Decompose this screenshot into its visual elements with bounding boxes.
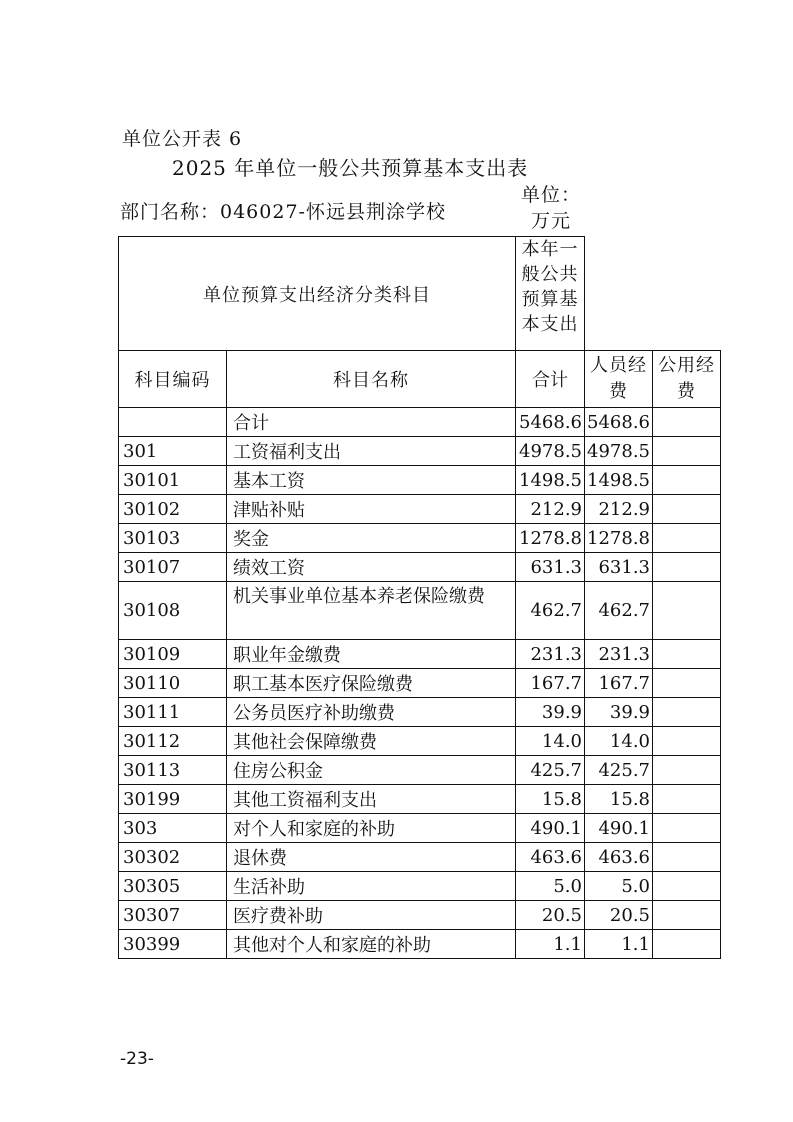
cell-code: 30109 (119, 640, 227, 669)
cell-personnel: 20.5 (585, 901, 653, 930)
cell-public (653, 582, 721, 640)
cell-total: 15.8 (516, 785, 585, 814)
cell-personnel: 5468.6 (585, 408, 653, 437)
table-row (119, 727, 721, 756)
table-row (119, 930, 721, 959)
table-row (119, 669, 721, 698)
cell-name: 机关事业单位基本养老保险缴费 (227, 582, 516, 640)
cell-total: 39.9 (516, 698, 585, 727)
cell-code: 30111 (119, 698, 227, 727)
cell-code: 303 (119, 814, 227, 843)
cell-name: 职工基本医疗保险缴费 (227, 669, 516, 698)
cell-personnel: 4978.5 (585, 437, 653, 466)
header-blank-cell (653, 237, 721, 351)
cell-name: 医疗费补助 (227, 901, 516, 930)
cell-name: 住房公积金 (227, 756, 516, 785)
cell-total: 5.0 (516, 872, 585, 901)
cell-total: 463.6 (516, 843, 585, 872)
header-public: 公用经费 (653, 351, 721, 408)
cell-total: 4978.5 (516, 437, 585, 466)
cell-total: 631.3 (516, 553, 585, 582)
cell-name: 生活补助 (227, 872, 516, 901)
cell-personnel: 5.0 (585, 872, 653, 901)
table-row (119, 408, 721, 437)
cell-code: 30103 (119, 524, 227, 553)
cell-personnel: 14.0 (585, 727, 653, 756)
cell-code: 30199 (119, 785, 227, 814)
cell-code: 30102 (119, 495, 227, 524)
cell-total: 1.1 (516, 930, 585, 959)
header-name: 科目名称 (227, 351, 516, 408)
cell-name: 对个人和家庭的补助 (227, 814, 516, 843)
cell-name: 公务员医疗补助缴费 (227, 698, 516, 727)
table-row (119, 437, 721, 466)
cell-total: 212.9 (516, 495, 585, 524)
table-row (119, 698, 721, 727)
table-row (119, 640, 721, 669)
unit-label: 单位：万元 (520, 184, 581, 232)
page-title: 2025 年单位一般公共预算基本支出表 (172, 156, 529, 180)
cell-personnel: 1278.8 (585, 524, 653, 553)
cell-code: 30302 (119, 843, 227, 872)
cell-total: 1498.5 (516, 466, 585, 495)
header-personnel: 人员经费 (585, 351, 653, 408)
cell-public (653, 814, 721, 843)
cell-public (653, 437, 721, 466)
cell-total: 167.7 (516, 669, 585, 698)
cell-personnel: 462.7 (585, 582, 653, 640)
cell-personnel: 15.8 (585, 785, 653, 814)
cell-name: 其他工资福利支出 (227, 785, 516, 814)
cell-name: 基本工资 (227, 466, 516, 495)
cell-code: 30112 (119, 727, 227, 756)
cell-total: 462.7 (516, 582, 585, 640)
table-row (119, 553, 721, 582)
cell-total: 1278.8 (516, 524, 585, 553)
cell-code: 30108 (119, 582, 227, 640)
cell-total: 20.5 (516, 901, 585, 930)
cell-name: 奖金 (227, 524, 516, 553)
cell-personnel: 1498.5 (585, 466, 653, 495)
header-budget-group: 本年一般公共预算基本支出 (516, 237, 585, 351)
cell-personnel: 1.1 (585, 930, 653, 959)
cell-public (653, 669, 721, 698)
cell-public (653, 553, 721, 582)
cell-code: 30399 (119, 930, 227, 959)
cell-code: 301 (119, 437, 227, 466)
cell-public (653, 901, 721, 930)
cell-name: 职业年金缴费 (227, 640, 516, 669)
cell-name: 其他社会保障缴费 (227, 727, 516, 756)
cell-total: 490.1 (516, 814, 585, 843)
cell-personnel: 490.1 (585, 814, 653, 843)
cell-public (653, 640, 721, 669)
cell-public (653, 524, 721, 553)
cell-personnel: 167.7 (585, 669, 653, 698)
cell-code: 30107 (119, 553, 227, 582)
cell-total: 5468.6 (516, 408, 585, 437)
table-row (119, 466, 721, 495)
table-number-label: 单位公开表 6 (122, 128, 243, 150)
table-row (119, 785, 721, 814)
header-blank-cell (585, 237, 653, 351)
table-row (119, 524, 721, 553)
cell-personnel: 425.7 (585, 756, 653, 785)
table-body (119, 408, 721, 959)
cell-code: 30101 (119, 466, 227, 495)
cell-personnel: 212.9 (585, 495, 653, 524)
table-row (119, 843, 721, 872)
cell-public (653, 495, 721, 524)
cell-code: 30113 (119, 756, 227, 785)
cell-personnel: 39.9 (585, 698, 653, 727)
header-code: 科目编码 (119, 351, 227, 408)
table-row (119, 756, 721, 785)
cell-code: 30305 (119, 872, 227, 901)
cell-public (653, 727, 721, 756)
table-row (119, 814, 721, 843)
cell-name: 其他对个人和家庭的补助 (227, 930, 516, 959)
table-row (119, 582, 721, 640)
header-category: 单位预算支出经济分类科目 (119, 237, 516, 351)
header-total: 合计 (516, 351, 585, 408)
table-row (119, 495, 721, 524)
cell-code: 30110 (119, 669, 227, 698)
cell-public (653, 408, 721, 437)
cell-public (653, 843, 721, 872)
cell-name: 退休费 (227, 843, 516, 872)
cell-personnel: 631.3 (585, 553, 653, 582)
cell-personnel: 463.6 (585, 843, 653, 872)
table-row (119, 901, 721, 930)
page-number: -23- (120, 1049, 154, 1069)
cell-total: 425.7 (516, 756, 585, 785)
cell-name: 工资福利支出 (227, 437, 516, 466)
cell-public (653, 698, 721, 727)
cell-name: 绩效工资 (227, 553, 516, 582)
cell-code (119, 408, 227, 437)
cell-public (653, 785, 721, 814)
cell-personnel: 231.3 (585, 640, 653, 669)
cell-public (653, 466, 721, 495)
cell-public (653, 872, 721, 901)
cell-public (653, 756, 721, 785)
cell-total: 231.3 (516, 640, 585, 669)
budget-table (118, 236, 721, 959)
cell-total: 14.0 (516, 727, 585, 756)
department-name: 部门名称：046027-怀远县荆涂学校 (120, 201, 446, 223)
cell-name: 津贴补贴 (227, 495, 516, 524)
cell-name: 合计 (227, 408, 516, 437)
cell-code: 30307 (119, 901, 227, 930)
table-row (119, 872, 721, 901)
cell-public (653, 930, 721, 959)
